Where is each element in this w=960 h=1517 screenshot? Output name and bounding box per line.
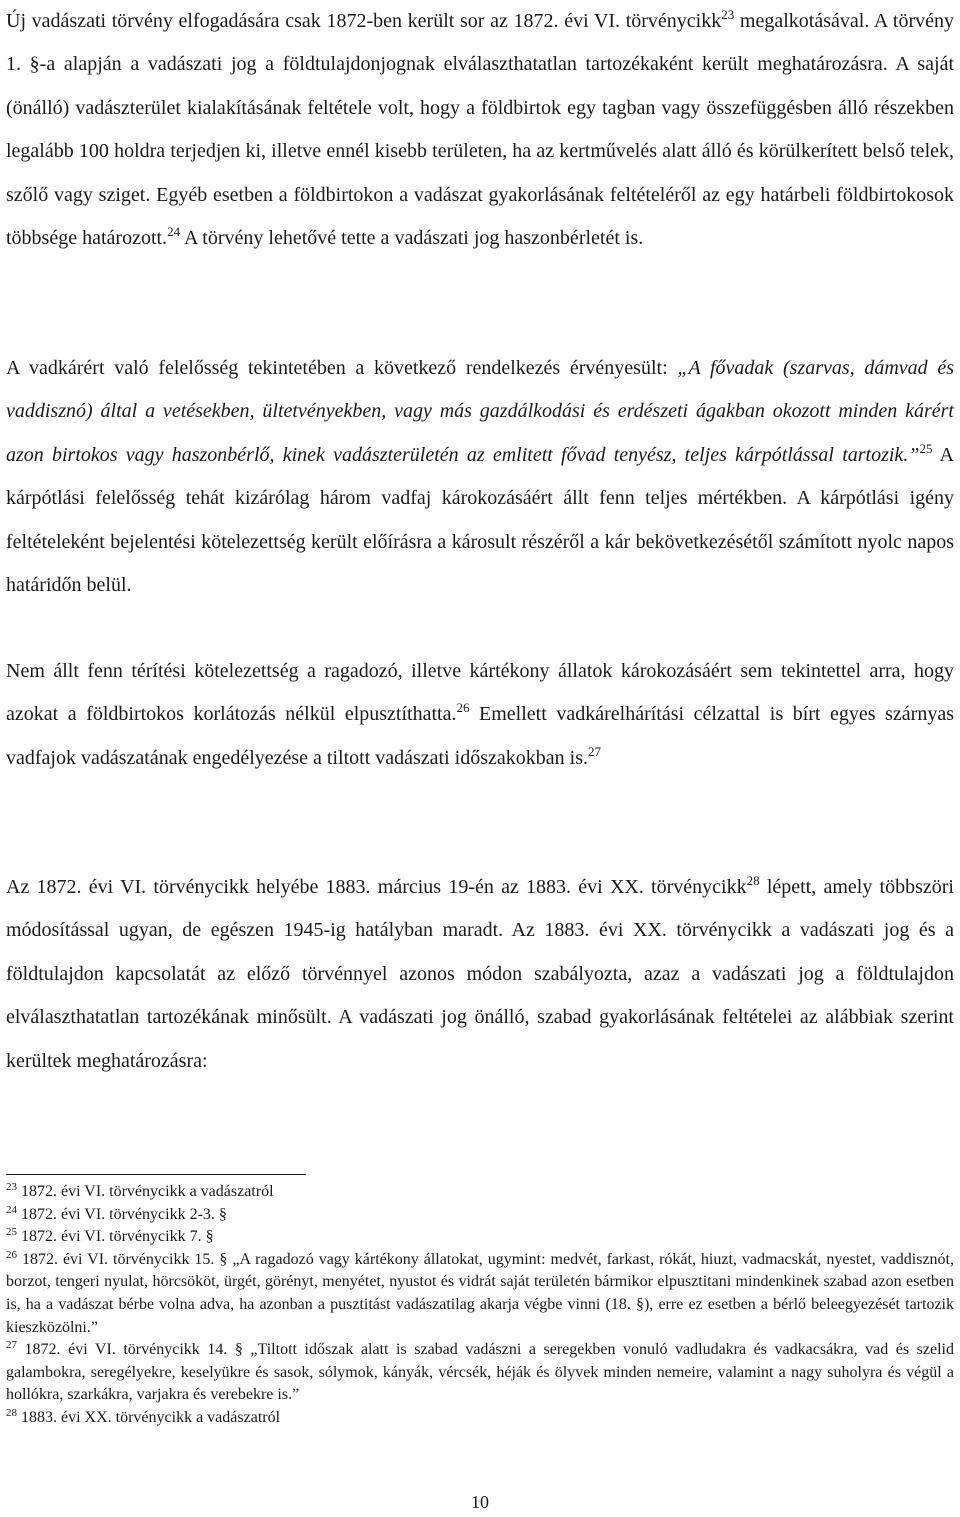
footnote-text: 1872. évi VI. törvénycikk 14. § „Tiltott időszak alatt is szabad vadászni a seregekben vonuló vadludakra és vadkacsákra, vad és szelid galambokra, seregélyekre, keselyükre és sasok, sólymok, kányák, vércsék, héják és ölyvek minden nemeire, valamint a nagy suholyra és végül a hollókra, szarkákra, varjakra és verebekre is.” (6, 1341, 954, 1404)
footnote-text: 1872. évi VI. törvénycikk 15. § „A ragadozó vagy kártékony állatokat, ugymint: medvét, farkast, rókát, hiuzt, vadmacskát, nyestet, vaddisznót, borzot, tengeri nyulat, hörcsököt, ürgét, görényt, menyétet, nyustot és vidrát saját területén bármikor elpusztitani mindenkinek szabad azon esetben is, ha a vadászat bérbe volna adva, ha azonban a pusztitást vadászatilag akarja végbe vinni (18. §), erre ez esetben a bérlő beleegyezését tartozik kieszközölni.” (6, 1250, 954, 1336)
paragraph-4 (6, 866, 954, 1083)
footnote-separator (6, 1174, 306, 1175)
footnote-23 (6, 1181, 954, 1204)
footnote-25 (6, 1226, 954, 1249)
footnote-24 (6, 1204, 954, 1227)
paragraph-text: A kárpótlási felelősség tehát kizárólag három vadfaj károkozásáért állt fenn teljes mértékben. A kárpótlási igény feltételeként bejelentési kötelezettség került előírásra a károsult részéről a kár bekövetkezésétől számított nyolc napos határidőn belül. (6, 443, 954, 597)
paragraph-text: A törvény lehetővé tette a vadászati jog haszonbérletét is. (180, 227, 644, 250)
paragraph-text: Emellett vadkárelhárítási célzattal is bírt egyes szárnyas vadfajok vadászatának engedélyezése a tiltott vadászati időszakokban is. (6, 703, 954, 769)
footnote-text: 1872. évi VI. törvénycikk 2-3. § (17, 1205, 227, 1223)
footnote-26 (6, 1249, 954, 1339)
footnote-ref-26[interactable]: 26 (456, 700, 470, 716)
footnote-ref-25[interactable]: 25 (919, 440, 933, 456)
footnote-ref-27[interactable]: 27 (587, 743, 601, 759)
footnote-ref-23[interactable]: 23 (721, 7, 735, 22)
page-number: 10 (471, 1492, 489, 1512)
footnote-text: 1883. évi XX. törvénycikk a vadászatról (17, 1408, 281, 1426)
footnote-ref-28[interactable]: 28 (746, 873, 760, 888)
paragraph-text: Az 1872. évi VI. törvénycikk helyébe 1883. március 19-én az 1883. évi XX. törvénycikk (6, 876, 747, 898)
footnote-number: 24 (6, 1203, 17, 1216)
paragraph-1 (6, 0, 954, 260)
quoted-law-text: „A fővadak (szarvas, dámvad és vaddisznó) által a vetésekben, ültetvényekben, vagy más gazdálkodási és erdészeti ágakban okozott minden kárért azon birtokos vagy haszonbérlő, kinek vadászterületén az emlitett fővad tenyész, teljes kárpótlással tartozik.” (6, 357, 954, 466)
footnote-number: 25 (6, 1226, 17, 1239)
footnote-number: 26 (6, 1248, 17, 1261)
footnote-number: 28 (6, 1406, 17, 1419)
footnote-text: 1872. évi VI. törvénycikk a vadászatról (17, 1183, 274, 1200)
paragraph-2 (6, 347, 954, 607)
footnote-text: 1872. évi VI. törvénycikk 7. § (17, 1228, 214, 1246)
footnote-number: 23 (6, 1181, 17, 1193)
paragraph-3 (6, 650, 954, 780)
paragraph-text: A vadkárért való felelősség tekintetében a következő rendelkezés érvényesült: (6, 357, 678, 379)
footnotes (6, 1181, 954, 1430)
paragraph-text: megalkotásával. A törvény 1. §-a alapján a vadászati jog a földtulajdonjognak elválaszthatatlan tartozékaként került meghatározásra. A saját (önálló) vadászterület kialakításának feltétele volt, hogy a földbirtok egy tagban vagy összefüggésben álló részekben legalább 100 holdra terjedjen ki, illetve ennél kisebb területen, ha az kertművelés alatt álló és körülkerített belső telek, szőlő vagy sziget. Egyéb esetben a földbirtokon a vadászat gyakorlásának feltételéről az egy határbeli földbirtokosok többsége határozott. (6, 10, 954, 250)
footnote-ref-24[interactable]: 24 (167, 224, 181, 240)
footnote-28 (6, 1407, 954, 1430)
footnote-27 (6, 1339, 954, 1407)
paragraph-text: Nem állt fenn térítési kötelezettség a ragadozó, illetve kártékony állatok károkozásáért sem tekintettel arra, hogy azokat a földbirtokos korlátozás nélkül elpusztíthatta. (6, 660, 954, 726)
footnote-number: 27 (6, 1339, 17, 1352)
paragraph-text: lépett, amely többszöri módosítással ugyan, de egészen 1945-ig hatályban maradt. Az 1883. évi XX. törvénycikk a vadászati jog és a földtulajdon kapcsolatát az előző törvénnyel azonos módon szabályozta, azaz a vadászati jog a földtulajdon elválaszthatatlan tartozékának minősült. A vadászati jog önálló, szabad gyakorlásának feltételei az alábbiak szerint kerültek meghatározásra: (6, 876, 954, 1072)
paragraph-text: Új vadászati törvény elfogadására csak 1872-ben került sor az 1872. évi VI. törvénycikk (6, 10, 722, 32)
